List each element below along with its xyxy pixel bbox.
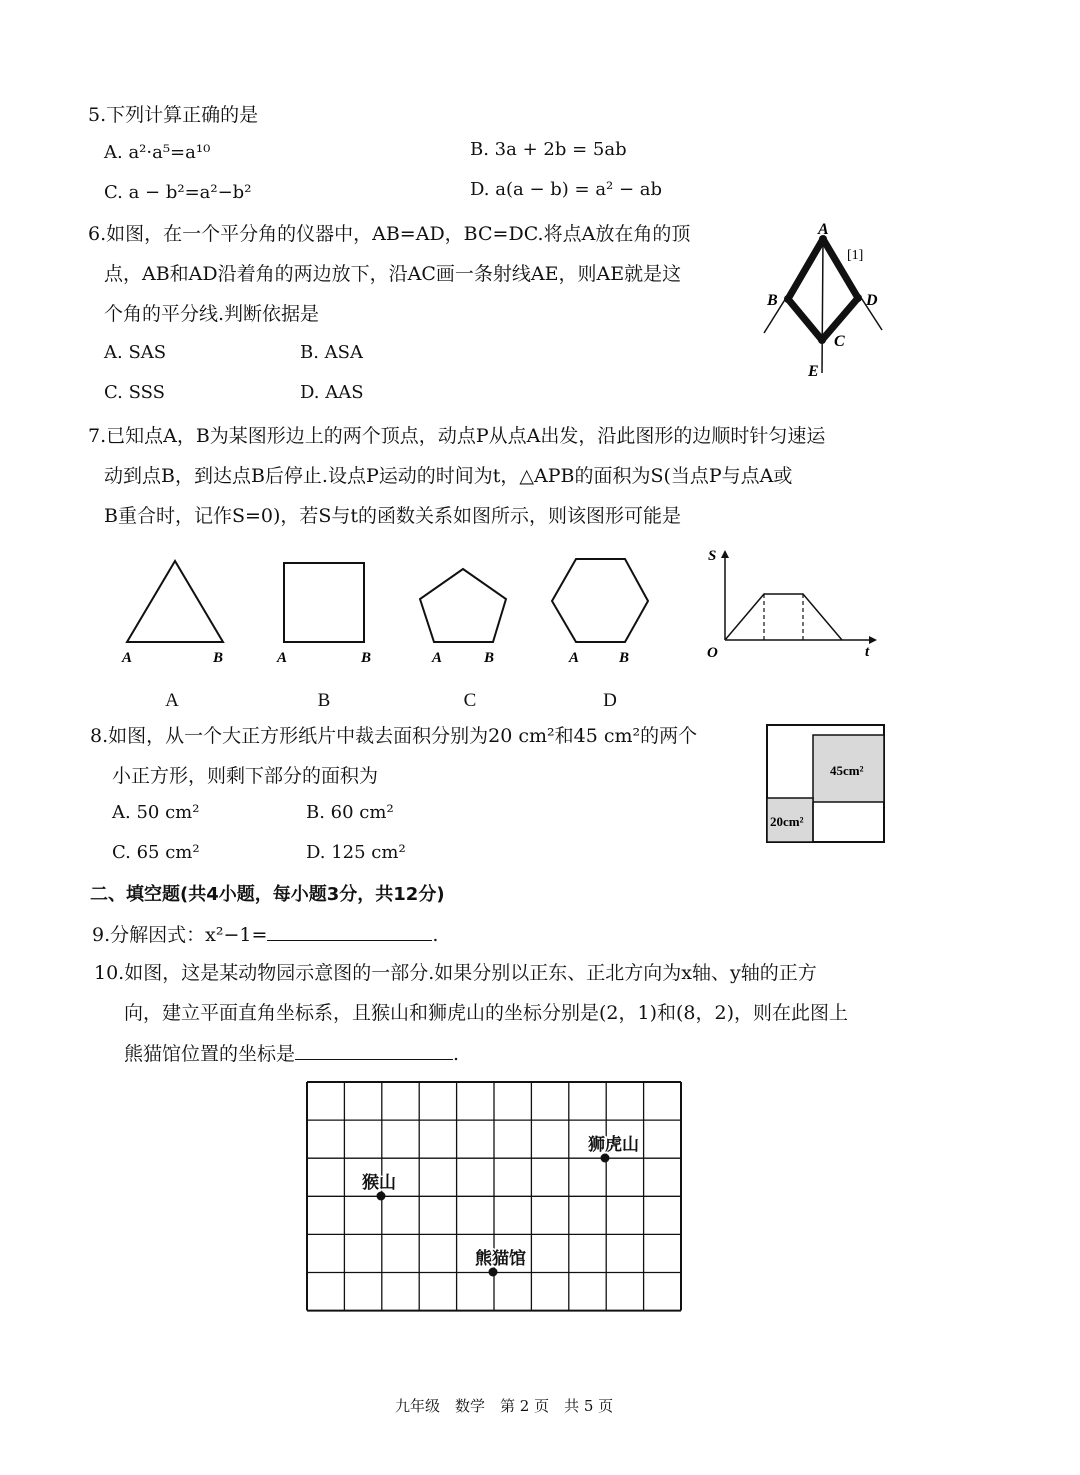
shape-square	[284, 563, 364, 642]
s-t-curve	[725, 594, 842, 640]
panda-house-point	[489, 1268, 498, 1277]
q6-angle-bisector-figure	[750, 215, 890, 385]
q9-stem: 9.分解因式：x²−1=	[92, 924, 268, 946]
q6-option-c: C. SSS	[104, 382, 165, 403]
square-label-a: A	[277, 650, 288, 666]
shape-caption-d: D	[603, 690, 617, 711]
q10-line-2: 向，建立平面直角坐标系，且猴山和狮虎山的坐标分别是(2，1)和(8，2)，则在此图上	[124, 1002, 849, 1024]
page-footer: 九年级 数学 第 2 页 共 5 页	[395, 1397, 614, 1415]
section-title: 二、填空题(共4小题，每小题3分，共12分)	[90, 884, 445, 905]
q8-line-2: 小正方形，则剩下部分的面积为	[112, 765, 379, 787]
q8-option-d: D. 125 cm²	[306, 842, 406, 863]
panda-house-label: 熊猫馆	[475, 1249, 526, 1268]
label-e: E	[808, 363, 819, 380]
t-axis-label: t	[865, 644, 870, 660]
q7-line-2: 动到点B，到达点B后停止.设点P运动的时间为t，△APB的面积为S(当点P与点A或	[104, 465, 793, 487]
q10-end: .	[453, 1043, 460, 1065]
label-c: C	[834, 333, 845, 350]
shape-pentagon	[420, 569, 506, 642]
q10-answer-blank	[295, 1057, 453, 1060]
triangle-label-a: A	[122, 650, 133, 666]
figure-tag: [1]	[847, 248, 864, 263]
q8-line-1: 8.如图，从一个大正方形纸片中裁去面积分别为20 cm²和45 cm²的两个	[90, 725, 698, 747]
label-b: B	[767, 292, 778, 309]
q10-line-3: 熊猫馆位置的坐标是	[124, 1043, 296, 1065]
shape-caption-b: B	[317, 690, 331, 711]
s-t-graph	[707, 550, 877, 661]
s-axis-label: S	[708, 550, 717, 564]
q7-shapes-figure	[100, 550, 900, 670]
tiger-hill-label: 狮虎山	[588, 1135, 639, 1154]
shape-caption-a: A	[165, 690, 179, 711]
q5-stem: 5.下列计算正确的是	[88, 104, 259, 126]
q8-option-b: B. 60 cm²	[306, 802, 394, 823]
q7-line-3: B重合时，记作S=0)，若S与t的函数关系如图所示，则该图形可能是	[104, 505, 682, 527]
q6-line-2: 点，AB和AD沿着角的两边放下，沿AC画一条射线AE，则AE就是这	[104, 263, 682, 285]
zoo-map-grid	[300, 1078, 690, 1318]
q8-squares-figure	[762, 720, 892, 850]
q6-option-a: A. SAS	[104, 342, 167, 363]
triangle-label-b: B	[213, 650, 224, 666]
shape-hexagon	[552, 559, 648, 642]
q5-option-b: B. 3a + 2b = 5ab	[470, 139, 627, 160]
label-a: A	[818, 221, 829, 238]
label-d: D	[866, 292, 878, 309]
hexagon-label-a: A	[569, 650, 580, 666]
q5-option-a: A. a²·a⁵=a¹⁰	[104, 142, 211, 163]
q6-line-3: 个角的平分线.判断依据是	[104, 303, 320, 325]
ray-ae	[822, 239, 823, 373]
q10-line-1: 10.如图，这是某动物园示意图的一部分.如果分别以正东、正北方向为x轴、y轴的正方	[94, 962, 817, 984]
point-c	[818, 336, 826, 344]
q6-option-d: D. AAS	[300, 382, 364, 403]
point-b	[784, 295, 792, 303]
square-label-b: B	[361, 650, 372, 666]
monkey-hill-label: 猴山	[362, 1173, 396, 1192]
q9-line	[92, 920, 438, 947]
s-axis-arrow	[721, 550, 729, 558]
q6-line-1: 6.如图，在一个平分角的仪器中，AB=AD，BC=DC.将点A放在角的顶	[88, 223, 691, 245]
q9-answer-blank	[267, 938, 432, 941]
shape-triangle	[127, 561, 223, 642]
label-45: 45cm²	[830, 763, 864, 778]
monkey-hill-point	[377, 1192, 386, 1201]
q8-option-c: C. 65 cm²	[112, 842, 200, 863]
origin-label: O	[707, 645, 718, 661]
q8-option-a: A. 50 cm²	[112, 802, 200, 823]
q5-option-c: C. a − b²=a²−b²	[104, 182, 252, 203]
shape-caption-c: C	[463, 690, 477, 711]
pentagon-label-a: A	[432, 650, 443, 666]
label-20: 20cm²	[770, 814, 804, 829]
q10-line-3-wrap	[124, 1039, 459, 1066]
pentagon-label-b: B	[484, 650, 495, 666]
q5-option-d: D. a(a − b) = a² − ab	[470, 179, 663, 200]
q7-line-1: 7.已知点A，B为某图形边上的两个顶点，动点P从点A出发，沿此图形的边顺时针匀速运	[88, 425, 826, 447]
point-d	[854, 294, 862, 302]
q9-end: .	[432, 924, 439, 946]
tiger-hill-point	[601, 1154, 610, 1163]
q6-option-b: B. ASA	[300, 342, 363, 363]
t-axis-arrow	[869, 636, 877, 644]
hexagon-label-b: B	[619, 650, 630, 666]
